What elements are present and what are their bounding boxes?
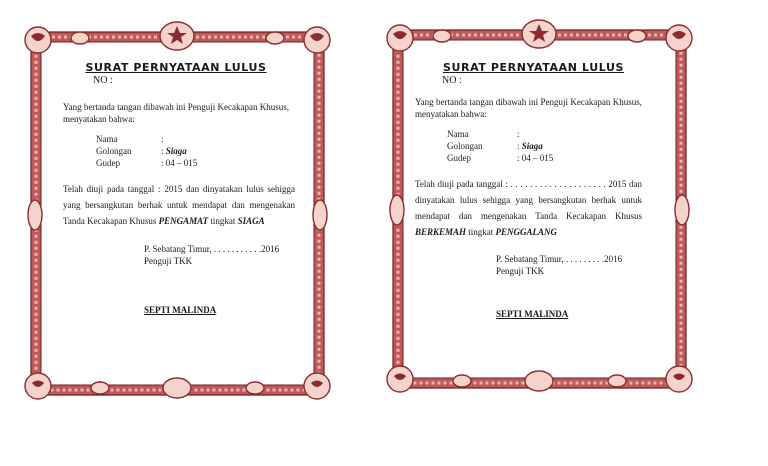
nama-value: : [161,134,164,144]
golongan-colon: : [161,146,164,156]
gudep-label: Gudep [96,158,120,168]
gudep-value: : 04 – 015 [517,153,554,163]
place-date: P. Sebatang Timur, . . . . . . . . . . .2016 [144,244,280,254]
number-label: NO : [442,75,462,86]
role-label: Penguji TKK [144,256,193,266]
golongan-value: Siaga [165,146,187,156]
role-label: Penguji TKK [496,266,545,276]
nama-value: : [517,129,520,139]
golongan-value: Siaga [521,141,543,151]
gudep-label: Gudep [447,153,471,163]
test-text: Telah diuji pada tanggal : 2015 dan dinyatakan lulus sehigga yang bersangkutan berhak untuk mendapat dan mengenakan Tanda Kecakapan Khusus [63,184,295,226]
test-statement [415,176,642,240]
golongan-label: Golongan [447,141,483,151]
gudep-value: : 04 – 015 [161,158,198,168]
certificate-right [382,18,697,398]
badge-name: PENGAMAT [158,216,209,226]
certificate-title: SURAT PERNYATAAN LULUS [85,61,267,74]
golongan-label: Golongan [96,146,132,156]
identity-table [447,128,553,164]
number-label: NO : [93,75,113,86]
certificate-title: SURAT PERNYATAAN LULUS [442,61,625,74]
certificate-left [20,20,335,405]
golongan-colon: : [517,141,520,151]
nama-label: Nama [447,129,469,139]
level-name: PENGGALANG [495,227,558,237]
intro-text: Yang bertanda tangan dibawah ini Penguji Kecakapan Khusus, menyatakan bahwa: [415,97,642,119]
identity-table [96,133,197,169]
level-word: tingkat [466,227,496,237]
nama-label: Nama [96,134,118,144]
level-name: SIAGA [237,216,265,226]
intro-text: Yang bertanda tangan dibawah ini Penguji Kecakapan Khusus, menyatakan bahwa: [63,102,290,124]
badge-name: BERKEMAH [415,227,467,237]
test-statement [63,181,295,229]
level-word: tingkat [208,216,238,226]
test-text: Telah diuji pada tanggal : . . . . . . . . . . . . . . . . . . . . 2015 dan dinyatakan lulus sehigga yang bersangkutan berhak untuk mendapat dan mengenakan Tanda Kecakapan Khusus [415,179,642,221]
place-date: P. Sebatang Timur, . . . . . . . . .2016 [496,254,623,264]
signer-name: SEPTI MALINDA [496,309,569,319]
signer-name: SEPTI MALINDA [144,305,217,315]
